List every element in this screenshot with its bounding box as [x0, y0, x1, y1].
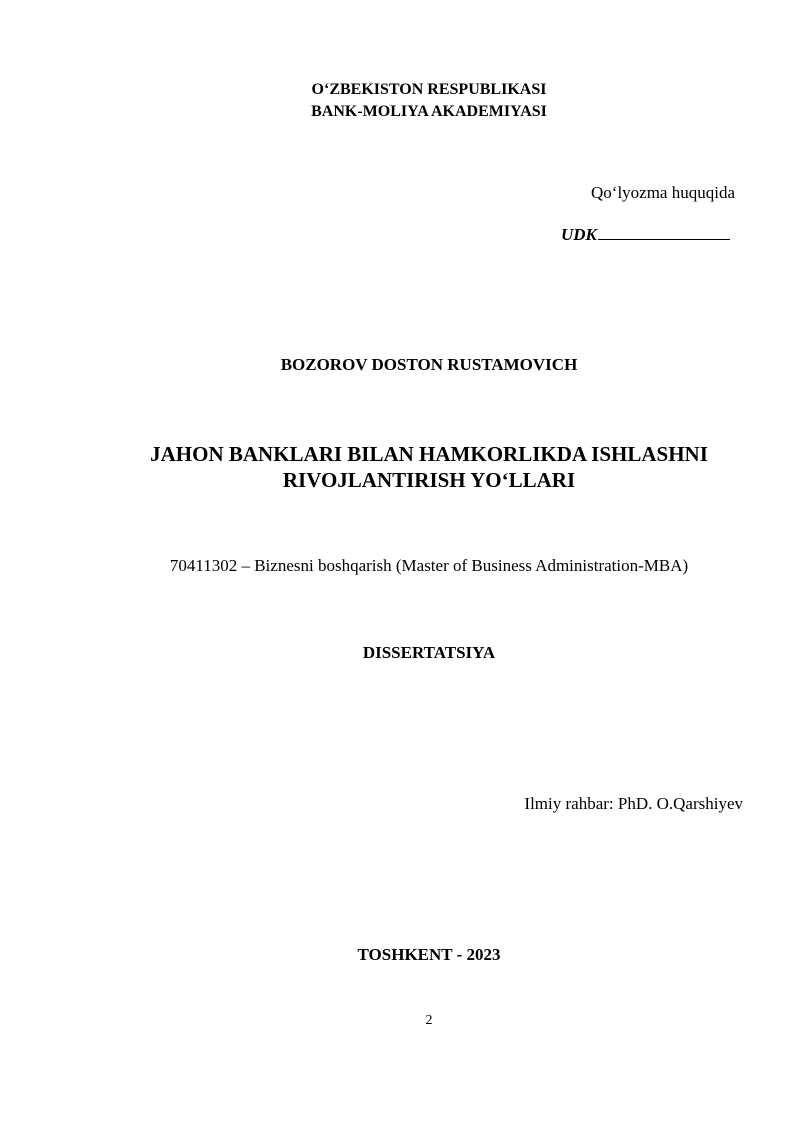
page-number: 2 — [425, 1013, 433, 1028]
dissertation-title — [0, 441, 800, 493]
title-line-1: JAHON BANKLARI BILAN HAMKORLIKDA ISHLASHNI — [150, 442, 708, 466]
institution-name: BANK-MOLIYA AKADEMIYASI — [311, 103, 547, 120]
scientific-advisor: Ilmiy rahbar: PhD. O.Qarshiyev — [524, 794, 743, 813]
city-year: TOSHKENT - 2023 — [357, 945, 501, 964]
udk-field — [561, 225, 730, 245]
specialty-code: 70411302 – Biznesni boshqarish (Master of Business Administration-MBA) — [169, 556, 689, 575]
author-name: BOZOROV DOSTON RUSTAMOVICH — [280, 355, 578, 374]
title-line-2: RIVOJLANTIRISH YO‘LLARI — [282, 468, 576, 492]
manuscript-rights-note: Qo‘lyozma huquqida — [591, 183, 735, 202]
institution-header — [0, 79, 800, 123]
udk-blank-line — [598, 225, 730, 240]
country-name: O‘ZBEKISTON RESPUBLIKASI — [311, 81, 547, 98]
udk-label: UDK — [561, 225, 597, 244]
work-type: DISSERTATSIYA — [362, 643, 496, 662]
